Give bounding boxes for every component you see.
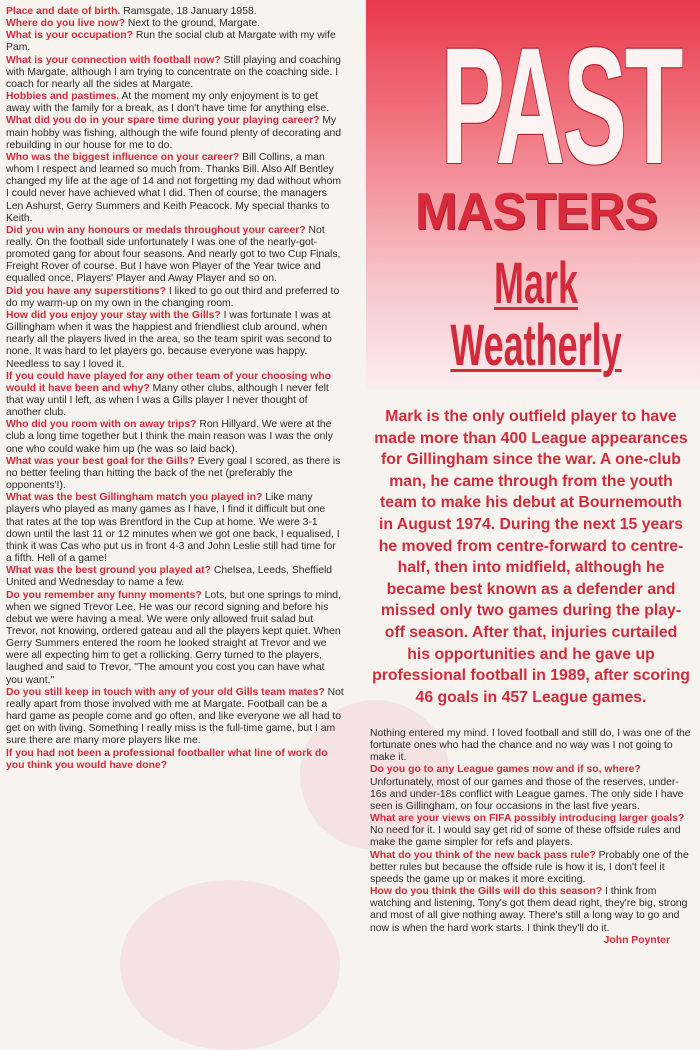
- question-text: Did you win any honours or medals throughout your career?: [6, 224, 306, 236]
- answer-text: I liked to go out third and preferred to do my warm-up on my own in the changing room.: [6, 285, 340, 309]
- qa-item: [370, 728, 692, 764]
- question-text: Who was the biggest influence on your career?: [6, 151, 240, 163]
- qa-item: [6, 30, 344, 54]
- answer-text: Every goal I scored, as there is no better feeling than hitting the back of the net (preferably the opponents'!).: [6, 455, 341, 492]
- qa-item: [6, 286, 344, 310]
- answer-text: Many other clubs, although I never felt that way until I left, as when I was a Gills player I never thought of another club.: [6, 382, 329, 419]
- qa-item: [6, 91, 344, 115]
- qa-item: [370, 886, 692, 946]
- answer-text: Lots, but one springs to mind, when we signed Trevor Lee. He was our record signing and before his debut we were having a meal. We were only allowed fruit salad but Trevor, not knowing, ordered gateau and all the players kept quiet. When Gerry Summers entered the room he looked straight at Trevor and we were all expecting him to get a rollicking. Gerry turned to the players, laughed and said to Trevor, "The amount you cost you can have what you want.": [6, 589, 341, 686]
- masters-heading: MASTERS: [414, 183, 658, 241]
- answer-text: I think from watching and listening, Tony's got them dead right, they're big, strong and most of all give nothing away. There's still a long way to go and now is when the hard work starts. I think they'll do it.: [370, 886, 688, 934]
- author-signoff: John Poynter: [603, 934, 670, 946]
- qa-item: [6, 565, 344, 589]
- answer-text: At the moment my only enjoyment is to get away with the family for a break, as I don't have time for anything else.: [6, 91, 330, 115]
- question-text: What is your connection with football now?: [6, 54, 221, 66]
- question-text: If you could have played for any other team of your choosing who would it have been and why?: [6, 370, 332, 394]
- question-text: What do you think of the new back pass rule?: [370, 849, 596, 861]
- answer-text: No need for it. I would say get rid of some of these offside rules and make the game simpler for refs and players.: [370, 825, 681, 849]
- title-banner: [366, 0, 700, 390]
- question-text: Do you still keep in touch with any of your old Gills team mates?: [6, 686, 325, 698]
- watermark-shape: [120, 880, 340, 1050]
- question-text: How did you enjoy your stay with the Gills?: [6, 309, 221, 321]
- qa-item: [6, 6, 344, 18]
- qa-item: [6, 152, 344, 225]
- question-text: What was the best ground you played at?: [6, 565, 211, 577]
- qa-item: [6, 492, 344, 565]
- question-text: What are your views on FIFA possibly introducing larger goals?: [370, 813, 685, 825]
- qa-item: [6, 456, 344, 492]
- question-text: If you had not been a professional footballer what line of work do you think you would have done?: [6, 747, 328, 771]
- question-text: Do you go to any League games now and if so, where?: [370, 764, 641, 776]
- question-text: What was the best Gillingham match you played in?: [6, 492, 263, 504]
- qa-item: [6, 419, 344, 455]
- answer-text: Probably one of the better rules but because the offside rule is how it is, I don't feel it speeds the game up or makes it more exciting.: [370, 849, 689, 885]
- answer-text: Unfortunately, most of our games and those of the reserves, under-16s and under-18s conflict with League games. The only side I have seen is Gillingham, on four occasions in the last five years.: [370, 776, 684, 812]
- player-last-name: Weatherly: [450, 313, 622, 378]
- answer-text: Nothing entered my mind. I loved football and still do, I was one of the fortunate ones who had the chance and no way was I not going to make it.: [370, 728, 691, 764]
- question-text: What is your occupation?: [6, 30, 134, 42]
- answer-text: Not really apart from those involved with me at Margate. Football can be a hard game as people come and go often, and like everyone we all had to get on with living. Something I really miss is the full-time game, but I am sure there are many more players like me.: [6, 686, 344, 747]
- answer-text: Like many players who played as many games as I have, I find it difficult but one that rates at the top was Brentford in the Cup at home. We were 3-1 down until the last 11 or 12 minutes when we got one back, I equalised, I think it was Cas who put us in front 4-3 and John Leslie still had time for a fifth. Hell of a game!: [6, 492, 340, 565]
- answer-text: My main hobby was fishing, although the wife found plenty of decorating and rebuilding in our house for me to do.: [6, 115, 342, 151]
- question-text: Did you have any superstitions?: [6, 285, 166, 297]
- question-text: Hobbies and pastimes.: [6, 91, 120, 103]
- qa-item: [6, 115, 344, 151]
- answer-text: Bill Collins, a man whom I respect and learned so much from. Thanks Bill. Also Alf Bentley changed my life at the age of 14 and not forgetting my dad without whom I could never have achieved what I did. Then of course, the managers Len Ashurst, Gerry Summers and Keith Peacock. My special thanks to Keith.: [6, 151, 342, 224]
- answer-text: Ron Hillyard. We were at the club a long time together but I think the main reason was I was the only one who could wake him up (he was so laid back).: [6, 419, 333, 455]
- interview-left-column: [6, 6, 344, 772]
- qa-item: [6, 225, 344, 286]
- answer-text: Not really. On the football side unfortunately I was one of the nearly-got-promoted gang for about four seasons. And nearly got to two Cup Finals, Freight Rover of course. But I have won Player of the Year twice and equalled once, Players' Player and Away Player and so on.: [6, 224, 341, 285]
- answer-text: Run the social club at Margate with my wife Pam.: [6, 30, 336, 54]
- qa-item: [6, 590, 344, 687]
- qa-item: [6, 748, 344, 772]
- question-text: What was your best goal for the Gills?: [6, 455, 195, 467]
- player-first-name: Mark: [494, 251, 578, 316]
- answer-text: Still playing and coaching with Margate, although I am trying to concentrate on the coaching side. I coach for nearly all the sides at Margate.: [6, 54, 341, 90]
- qa-item: [370, 850, 692, 886]
- question-text: Do you remember any funny moments?: [6, 589, 202, 601]
- question-text: How do you think the Gills will do this season?: [370, 886, 603, 898]
- answer-text: I was fortunate I was at Gillingham when it was the happiest and friendliest club around, when nearly all the players lived in the area, so the team spirit was second to none. It was hard to let players go, because everyone was happy. Needless to say I loved it.: [6, 309, 332, 370]
- question-text: Who did you room with on away trips?: [6, 419, 197, 431]
- question-text: Place and date of birth.: [6, 6, 121, 17]
- interview-right-column: [370, 728, 692, 947]
- qa-item: [370, 764, 692, 813]
- past-heading: PAST: [440, 14, 682, 199]
- qa-item: [6, 18, 344, 30]
- qa-item: [6, 55, 344, 91]
- answer-text: Chelsea, Leeds, Sheffield United and Wednesday to name a few.: [6, 565, 333, 589]
- intro-paragraph: Mark is the only outfield player to have made more than 400 League appearances for Gillingham since the war. A one-club man, he came through from the youth team to make his debut at Bournemouth in August 1974. During the next 15 years he moved from centre-forward to centre-half, then into midfield, although he became best known as a defender and missed only two games during the play-off season. After that, injuries curtailed his opportunities and he gave up professional football in 1989, after scoring 46 goals in 457 League games.: [372, 408, 690, 706]
- answer-text: Next to the ground, Margate.: [127, 18, 261, 30]
- qa-item: [6, 310, 344, 371]
- qa-item: [370, 813, 692, 849]
- answer-text: Ramsgate, 18 January 1958.: [123, 6, 257, 17]
- question-text: What did you do in your spare time during your playing career?: [6, 115, 320, 127]
- qa-item: [6, 687, 344, 748]
- qa-item: [6, 371, 344, 420]
- question-text: Where do you live now?: [6, 18, 125, 30]
